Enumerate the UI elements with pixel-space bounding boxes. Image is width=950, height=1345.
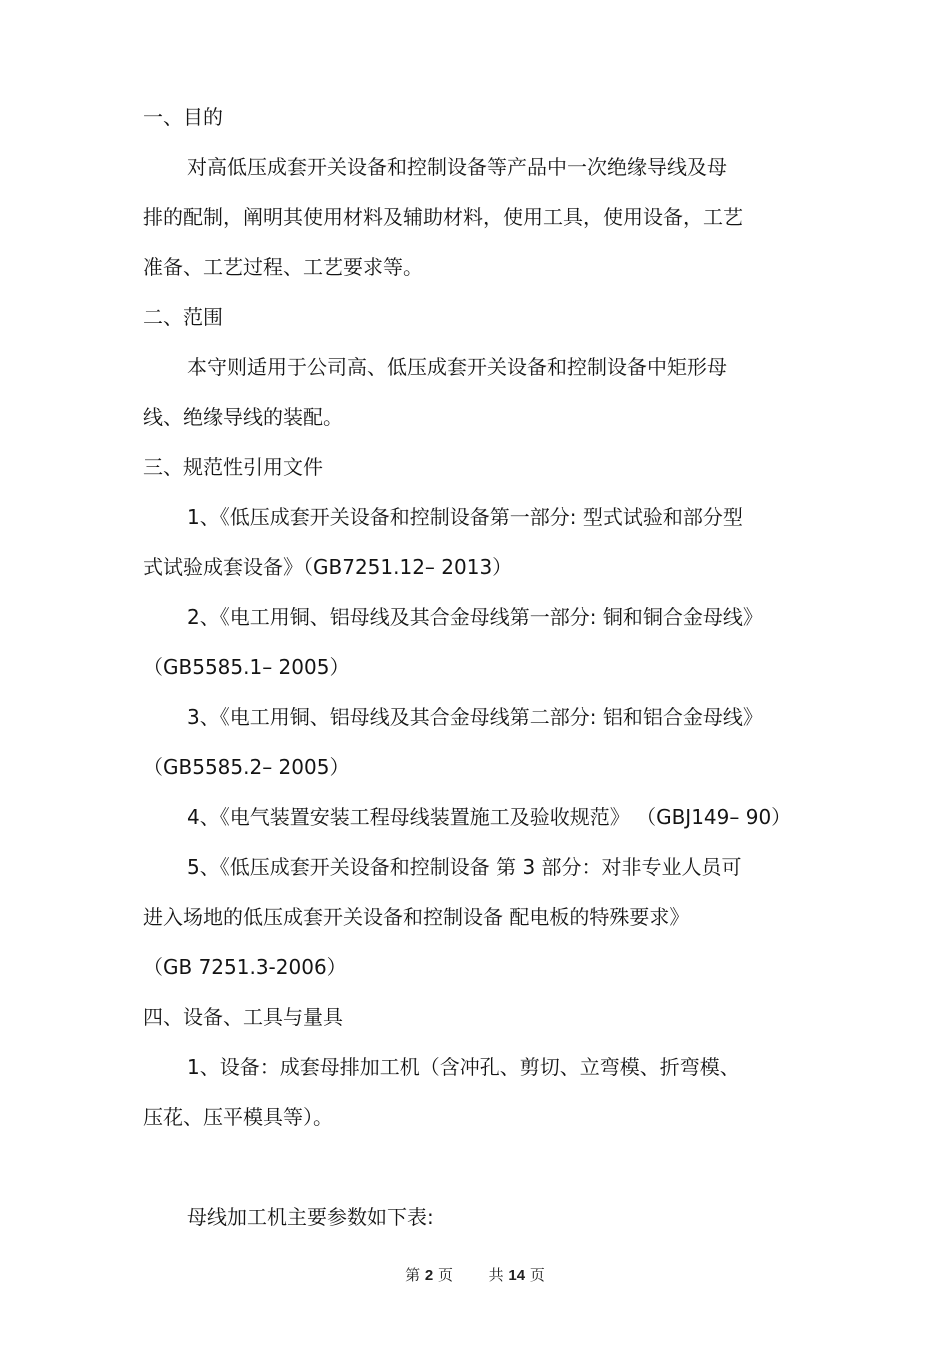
heading-scope: 二、范围 [143,305,223,329]
reference-line: （GB5585.2– 2005） [143,755,350,779]
reference-line: 2、《电工用铜、铝母线及其合金母线第一部分: 铜和铜合金母线》 [187,605,763,629]
paragraph-line: 本守则适用于公司高、低压成套开关设备和控制设备中矩形母 [187,355,727,379]
reference-line: 5、《低压成套开关设备和控制设备 第 3 部分：对非专业人员可 [187,855,742,879]
heading-references: 三、规范性引用文件 [143,455,323,479]
reference-line: 式试验成套设备》（GB7251.12– 2013） [143,555,513,579]
total-pages: 14 [508,1267,526,1284]
paragraph-line: 线、绝缘导线的装配。 [143,405,343,429]
reference-line: 3、《电工用铜、铝母线及其合金母线第二部分: 铝和铝合金母线》 [187,705,763,729]
reference-line: （GB5585.1– 2005） [143,655,350,679]
reference-line: 进入场地的低压成套开关设备和控制设备 配电板的特殊要求》 [143,905,690,929]
heading-equipment: 四、设备、工具与量具 [143,1005,343,1029]
page-number: 2 [424,1267,434,1284]
paragraph-line: 1、设备：成套母排加工机（含冲孔、剪切、立弯模、折弯模、 [187,1055,740,1079]
paragraph-line: 对高低压成套开关设备和控制设备等产品中一次绝缘导线及母 [187,155,727,179]
paragraph-line: 准备、工艺过程、工艺要求等。 [143,255,423,279]
reference-line: 4、《电气装置安装工程母线装置施工及验收规范》 （GBJ149– 90） [187,805,792,829]
paragraph-line: 排的配制，阐明其使用材料及辅助材料，使用工具，使用设备，工艺 [143,205,743,229]
reference-line: 1、《低压成套开关设备和控制设备第一部分: 型式试验和部分型 [187,505,743,529]
total-unit: 页 [529,1266,545,1284]
page-footer [0,1264,950,1285]
total-label: 共 [488,1266,504,1284]
paragraph-line: 压花、压平模具等）。 [143,1105,333,1129]
page-label: 第 [405,1266,421,1284]
heading-purpose: 一、目的 [143,105,223,129]
table-intro-line: 母线加工机主要参数如下表: [187,1205,434,1229]
reference-line: （GB 7251.3-2006） [143,955,347,979]
page-unit: 页 [438,1266,454,1284]
